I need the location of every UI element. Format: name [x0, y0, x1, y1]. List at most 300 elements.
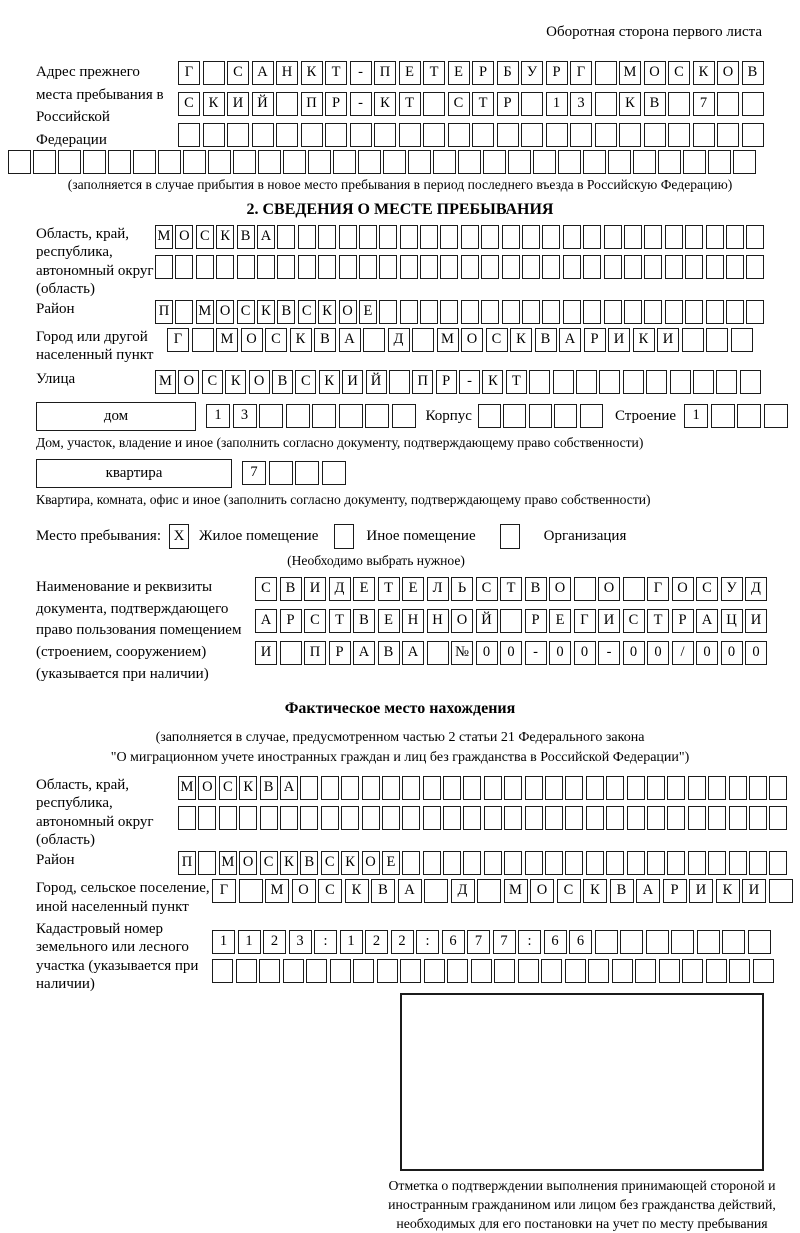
char-cell — [708, 150, 731, 174]
city-block — [36, 328, 764, 365]
char-cell — [671, 930, 694, 954]
char-cell — [682, 328, 704, 352]
char-cell — [257, 255, 275, 279]
document-row1 — [255, 577, 767, 601]
confirmation-stamp-note: Отметка о подтверждении выполнения принимающей стороной и иностранным гражданином или лицом без гражданства действий, необходимых для его постановки на учет по месту пребывания — [388, 1178, 776, 1231]
char-cell: Й — [252, 92, 274, 116]
char-cell: Г — [647, 577, 669, 601]
char-cell: Р — [672, 609, 694, 633]
street-label: Улица — [36, 370, 76, 387]
cadastral-row1 — [212, 930, 774, 954]
char-cell — [565, 959, 586, 983]
char-cell: О — [339, 300, 357, 324]
char-cell — [321, 776, 339, 800]
char-cell — [644, 255, 662, 279]
char-cell: Т — [399, 92, 421, 116]
char-cell: К — [216, 225, 234, 249]
char-cell — [269, 461, 293, 485]
document-label: Наименование и реквизиты документа, подтверждающего право пользования помещением (строением, сооружением) (указывается при наличии) — [36, 578, 242, 682]
char-cell — [502, 300, 520, 324]
char-cell — [471, 959, 492, 983]
house-number-row — [206, 404, 416, 428]
char-cell: О — [175, 225, 193, 249]
char-cell — [192, 328, 214, 352]
char-cell — [541, 959, 562, 983]
char-cell — [726, 255, 744, 279]
char-cell — [420, 300, 438, 324]
char-cell — [400, 255, 418, 279]
char-cell: П — [178, 851, 196, 875]
char-cell — [545, 776, 563, 800]
char-cell: 3 — [233, 404, 257, 428]
char-cell — [363, 328, 385, 352]
char-cell: М — [196, 300, 214, 324]
char-cell: О — [178, 370, 199, 394]
char-cell — [682, 959, 703, 983]
char-cell — [563, 225, 581, 249]
char-cell — [693, 370, 714, 394]
char-cell: Н — [276, 61, 298, 85]
char-cell — [529, 404, 552, 428]
char-cell — [522, 255, 540, 279]
char-cell: И — [598, 609, 620, 633]
actual-district-row — [178, 851, 787, 875]
char-cell — [542, 255, 560, 279]
char-cell: 7 — [467, 930, 490, 954]
char-cell: Т — [472, 92, 494, 116]
char-cell: В — [353, 609, 375, 633]
char-cell — [595, 123, 617, 147]
char-cell — [749, 806, 767, 830]
char-cell — [529, 370, 550, 394]
char-cell — [497, 123, 519, 147]
char-cell: Р — [546, 61, 568, 85]
stay-type-checkbox-inoe — [334, 524, 354, 549]
char-cell — [522, 225, 540, 249]
stay-type-label: Место пребывания: — [36, 527, 161, 544]
char-cell — [554, 404, 577, 428]
char-cell — [599, 370, 620, 394]
char-cell — [276, 123, 298, 147]
char-cell: Й — [476, 609, 498, 633]
char-cell — [379, 300, 397, 324]
prev-address-label: Адрес прежнего места пребывания в Российской Федерации — [36, 64, 164, 148]
stay-type-option3-label: Организация — [543, 527, 627, 544]
char-cell — [606, 806, 624, 830]
char-cell — [748, 930, 771, 954]
char-cell — [574, 577, 596, 601]
char-cell — [729, 776, 747, 800]
char-cell: В — [378, 641, 400, 665]
document-row2 — [255, 609, 767, 633]
char-cell: М — [504, 879, 528, 903]
char-cell — [402, 851, 420, 875]
cadastral-row2 — [212, 959, 774, 983]
char-cell — [175, 255, 193, 279]
char-cell: 6 — [544, 930, 567, 954]
char-cell: К — [482, 370, 503, 394]
char-cell — [477, 879, 501, 903]
char-cell: : — [416, 930, 439, 954]
char-cell: В — [371, 879, 395, 903]
char-cell: А — [696, 609, 718, 633]
char-cell — [583, 300, 601, 324]
house-block — [36, 402, 764, 431]
char-cell: И — [227, 92, 249, 116]
char-cell — [665, 225, 683, 249]
char-cell: О — [461, 328, 483, 352]
char-cell — [697, 930, 720, 954]
char-cell — [298, 225, 316, 249]
char-cell: О — [241, 328, 263, 352]
char-cell — [742, 123, 764, 147]
char-cell: Т — [329, 609, 351, 633]
char-cell — [769, 851, 787, 875]
char-cell — [717, 92, 739, 116]
char-cell: М — [155, 225, 173, 249]
char-cell: М — [219, 851, 237, 875]
char-cell: С — [265, 328, 287, 352]
char-cell — [500, 609, 522, 633]
char-cell: Е — [549, 609, 571, 633]
char-cell: К — [257, 300, 275, 324]
char-cell — [283, 959, 304, 983]
char-cell — [400, 300, 418, 324]
char-cell — [668, 123, 690, 147]
char-cell — [623, 370, 644, 394]
char-cell — [203, 61, 225, 85]
char-cell: П — [304, 641, 326, 665]
char-cell — [312, 404, 336, 428]
char-cell — [300, 776, 318, 800]
char-cell — [647, 776, 665, 800]
char-cell: В — [277, 300, 295, 324]
char-cell: 0 — [745, 641, 767, 665]
char-cell — [183, 150, 206, 174]
char-cell: Г — [212, 879, 236, 903]
char-cell — [399, 123, 421, 147]
char-cell — [533, 150, 556, 174]
char-cell: К — [716, 879, 740, 903]
char-cell — [688, 776, 706, 800]
char-cell — [308, 150, 331, 174]
char-cell — [746, 300, 764, 324]
char-cell: В — [280, 577, 302, 601]
char-cell — [359, 225, 377, 249]
char-cell: П — [301, 92, 323, 116]
page-side-note: Оборотная сторона первого листа — [546, 24, 762, 40]
char-cell: Г — [570, 61, 592, 85]
char-cell: М — [437, 328, 459, 352]
char-cell — [667, 776, 685, 800]
char-cell — [283, 150, 306, 174]
char-cell: М — [216, 328, 238, 352]
char-cell: К — [633, 328, 655, 352]
char-cell — [339, 404, 363, 428]
city-label: Город или другой населенный пункт — [36, 329, 154, 364]
char-cell: Т — [325, 61, 347, 85]
char-cell — [769, 776, 787, 800]
char-cell — [659, 959, 680, 983]
char-cell — [260, 806, 278, 830]
char-cell — [461, 225, 479, 249]
char-cell — [483, 150, 506, 174]
char-cell — [158, 150, 181, 174]
stay-type-note: (Необходимо выбрать нужное) — [287, 552, 465, 568]
char-cell — [481, 300, 499, 324]
char-cell — [412, 328, 434, 352]
char-cell: В — [742, 61, 764, 85]
char-cell — [583, 225, 601, 249]
char-cell — [198, 806, 216, 830]
char-cell — [749, 851, 767, 875]
char-cell: Р — [329, 641, 351, 665]
char-cell: 2 — [263, 930, 286, 954]
char-cell: А — [398, 879, 422, 903]
char-cell: Р — [525, 609, 547, 633]
char-cell — [300, 806, 318, 830]
char-cell — [624, 300, 642, 324]
char-cell: А — [280, 776, 298, 800]
char-cell: А — [559, 328, 581, 352]
char-cell — [731, 328, 753, 352]
char-cell: Е — [382, 851, 400, 875]
char-cell — [683, 150, 706, 174]
char-cell: 1 — [684, 404, 708, 428]
char-cell — [339, 225, 357, 249]
char-cell: О — [549, 577, 571, 601]
char-cell — [383, 150, 406, 174]
char-cell — [216, 255, 234, 279]
char-cell — [208, 150, 231, 174]
char-cell — [542, 300, 560, 324]
prev-address-grids — [178, 61, 764, 147]
char-cell: 1 — [206, 404, 230, 428]
actual-district-block — [36, 851, 764, 875]
char-cell — [322, 461, 346, 485]
prev-address-row3 — [178, 123, 764, 147]
char-cell — [236, 959, 257, 983]
char-cell: 2 — [391, 930, 414, 954]
char-cell — [392, 404, 416, 428]
char-cell — [494, 959, 515, 983]
char-cell — [706, 300, 724, 324]
char-cell — [280, 806, 298, 830]
char-cell: О — [672, 577, 694, 601]
char-cell: № — [451, 641, 473, 665]
char-cell — [658, 150, 681, 174]
char-cell: И — [304, 577, 326, 601]
char-cell — [481, 255, 499, 279]
apartment-row — [242, 461, 346, 485]
char-cell: С — [202, 370, 223, 394]
char-cell — [522, 300, 540, 324]
char-cell — [472, 123, 494, 147]
char-cell — [706, 959, 727, 983]
char-cell: К — [203, 92, 225, 116]
cadastral-label: Кадастровый номер земельного или лесного участка (указывается при наличии) — [36, 920, 199, 992]
char-cell: И — [745, 609, 767, 633]
char-cell: Н — [427, 609, 449, 633]
char-cell: В — [272, 370, 293, 394]
char-cell: Д — [745, 577, 767, 601]
char-cell — [379, 225, 397, 249]
char-cell — [627, 776, 645, 800]
char-cell — [595, 61, 617, 85]
char-cell — [502, 225, 520, 249]
char-cell: М — [265, 879, 289, 903]
char-cell: Р — [436, 370, 457, 394]
char-cell: О — [216, 300, 234, 324]
char-cell — [542, 225, 560, 249]
region-label: Область, край, республика, автономный округ (область) — [36, 226, 154, 297]
char-cell: П — [412, 370, 433, 394]
char-cell: И — [689, 879, 713, 903]
char-cell — [423, 123, 445, 147]
char-cell: К — [319, 370, 340, 394]
char-cell: - — [598, 641, 620, 665]
char-cell: 0 — [574, 641, 596, 665]
char-cell — [688, 851, 706, 875]
char-cell — [362, 776, 380, 800]
char-cell: 3 — [289, 930, 312, 954]
char-cell — [175, 300, 193, 324]
char-cell — [295, 461, 319, 485]
street-block — [36, 370, 764, 394]
char-cell: Д — [451, 879, 475, 903]
char-cell: С — [476, 577, 498, 601]
char-cell: Е — [402, 577, 424, 601]
char-cell — [259, 959, 280, 983]
house-framed-label: дом — [36, 402, 196, 431]
char-cell: С — [255, 577, 277, 601]
char-cell — [277, 255, 295, 279]
char-cell — [749, 776, 767, 800]
char-cell: С — [668, 61, 690, 85]
char-cell — [448, 123, 470, 147]
char-cell — [321, 806, 339, 830]
char-cell: Н — [402, 609, 424, 633]
char-cell: : — [518, 930, 541, 954]
char-cell — [198, 851, 216, 875]
char-cell — [443, 851, 461, 875]
char-cell: И — [342, 370, 363, 394]
char-cell — [606, 776, 624, 800]
char-cell — [693, 123, 715, 147]
char-cell — [563, 300, 581, 324]
char-cell — [685, 255, 703, 279]
house-note: Дом, участок, владение и иное (заполнить согласно документу, подтверждающему право собственности) — [36, 434, 644, 450]
char-cell — [733, 150, 756, 174]
char-cell — [461, 255, 479, 279]
char-cell — [382, 776, 400, 800]
char-cell: Ц — [721, 609, 743, 633]
char-cell — [716, 370, 737, 394]
actual-district-label: Район — [36, 852, 75, 869]
char-cell: - — [350, 61, 372, 85]
char-cell — [481, 225, 499, 249]
korpus-label: Корпус — [425, 407, 472, 424]
char-cell: Е — [399, 61, 421, 85]
char-cell: К — [290, 328, 312, 352]
char-cell: Г — [574, 609, 596, 633]
char-cell: 1 — [238, 930, 261, 954]
char-cell: Р — [472, 61, 494, 85]
char-cell: П — [374, 61, 396, 85]
char-cell — [545, 806, 563, 830]
char-cell: А — [353, 641, 375, 665]
char-cell — [341, 776, 359, 800]
char-cell: К — [341, 851, 359, 875]
char-cell — [612, 959, 633, 983]
char-cell: Е — [359, 300, 377, 324]
char-cell: 6 — [569, 930, 592, 954]
char-cell — [196, 255, 214, 279]
char-cell — [306, 959, 327, 983]
char-cell — [365, 404, 389, 428]
char-cell — [362, 806, 380, 830]
char-cell — [595, 92, 617, 116]
char-cell: В — [644, 92, 666, 116]
district-label: Район — [36, 301, 75, 318]
char-cell — [286, 404, 310, 428]
stay-type-block — [36, 524, 764, 549]
prev-address-row4 — [8, 150, 764, 174]
char-cell: 0 — [647, 641, 669, 665]
char-cell: 0 — [476, 641, 498, 665]
char-cell — [647, 851, 665, 875]
char-cell — [280, 641, 302, 665]
char-cell — [604, 255, 622, 279]
stay-type-option2-label: Иное помещение — [366, 527, 476, 544]
char-cell: - — [525, 641, 547, 665]
char-cell — [620, 930, 643, 954]
prev-address-row1 — [178, 61, 764, 85]
char-cell — [595, 930, 618, 954]
char-cell — [685, 225, 703, 249]
char-cell — [504, 851, 522, 875]
char-cell: В — [260, 776, 278, 800]
char-cell — [627, 806, 645, 830]
char-cell — [252, 123, 274, 147]
char-cell — [484, 806, 502, 830]
char-cell — [753, 959, 774, 983]
char-cell: О — [598, 577, 620, 601]
char-cell — [447, 959, 468, 983]
char-cell — [227, 123, 249, 147]
char-cell — [570, 123, 592, 147]
char-cell — [423, 851, 441, 875]
stroenie-row — [684, 404, 788, 428]
char-cell: С — [178, 92, 200, 116]
char-cell — [740, 370, 761, 394]
char-cell: Ь — [451, 577, 473, 601]
char-cell: О — [198, 776, 216, 800]
char-cell — [325, 123, 347, 147]
char-cell — [586, 851, 604, 875]
char-cell: 1 — [212, 930, 235, 954]
char-cell: В — [525, 577, 547, 601]
char-cell — [685, 300, 703, 324]
char-cell — [301, 123, 323, 147]
char-cell — [558, 150, 581, 174]
char-cell — [83, 150, 106, 174]
stay-type-checkbox-zhiloe: X — [169, 524, 189, 549]
city-row — [167, 328, 753, 352]
char-cell — [646, 370, 667, 394]
char-cell: О — [451, 609, 473, 633]
char-cell — [461, 300, 479, 324]
